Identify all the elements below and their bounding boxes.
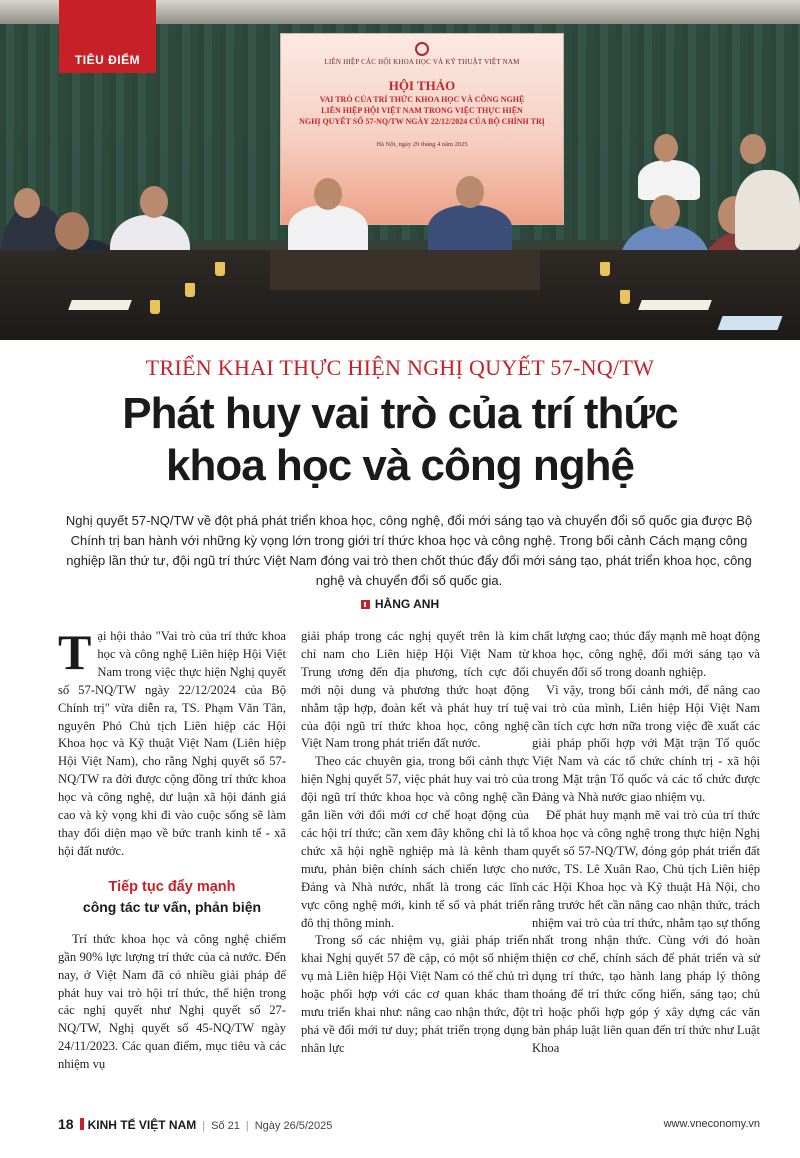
byline (0, 597, 800, 611)
column-3 (532, 628, 760, 1058)
photo-table (0, 250, 800, 340)
photo-head (650, 195, 680, 229)
column-1 (58, 624, 286, 1074)
paragraph: Theo các chuyên gia, trong bối cảnh thực hiện Nghị quyết 57, việc phát huy vai trò của đội ngũ trí thức khoa học và công nghệ cần gắn liền với đổi mới cơ chế hoạt động của các hội trí thức; cần xem đây không chỉ là tổ chức xã hội nghề nghiệp mà là kênh tham mưu, phản biện chính sách chiến lược cho Đảng và Nhà nước, nhất là trong các lĩnh vực công nghệ mới, kinh tế số và phát triển đô thị thông minh. (301, 754, 529, 930)
photo-paper (638, 300, 712, 310)
photo-head (55, 212, 89, 250)
paragraph: Vì vậy, trong bối cảnh mới, để nâng cao vai trò của mình, Liên hiệp Hội Việt Nam cần tích cực hơn nữa trong việc đề xuất các giải pháp phối hợp với Mặt trận Tổ quốc Việt Nam và các tổ chức chính trị - xã hội trong Mặt trận Tổ quốc và các tổ chức được Đảng và Nhà nước giao nhiệm vụ. (532, 682, 760, 805)
banner-org: LIÊN HIỆP CÁC HỘI KHOA HỌC VÀ KỸ THUẬT VIỆT NAM (324, 58, 520, 66)
photo-head (456, 176, 484, 208)
author: HẰNG ANH (374, 597, 440, 611)
photo-head (14, 188, 40, 218)
page-number: 18 (58, 1116, 74, 1132)
banner-line-2: LIÊN HIỆP HỘI VIỆT NAM TRONG VIỆC THỰC HIỆN (321, 106, 523, 115)
photo-paper (68, 300, 132, 310)
headline-line-1: Phát huy vai trò của trí thức (122, 389, 678, 438)
paragraph: Trong số các nhiệm vụ, giải pháp triển khai Nghị quyết 57 đề cập, có một số nhiệm vụ mà Liên hiệp Hội Việt Nam có thể chủ trì hoặc phối hợp với các cơ quan khác tham mưu triển khai như: nâng cao nhận thức, đột phá về đổi mới tư duy; phát triển trọng dụng nhân lực (301, 933, 529, 1055)
paragraph: chất lượng cao; thúc đẩy mạnh mẽ hoạt động khoa học, công nghệ, đổi mới sáng tạo và chuyển đổi số trong doanh nghiệp. (532, 629, 760, 679)
headline (0, 388, 800, 492)
footer-left (58, 1116, 332, 1132)
photo-cup (215, 262, 225, 276)
banner-line-1: VAI TRÒ CỦA TRÍ THỨC KHOA HỌC VÀ CÔNG NGHỆ (319, 95, 525, 104)
website[interactable]: www.vneconomy.vn (663, 1118, 760, 1130)
banner-date: Hà Nội, ngày 29 tháng 4 năm 2025 (376, 141, 468, 148)
photo-head (740, 134, 766, 164)
photo-cup (150, 300, 160, 314)
paragraph: Để phát huy mạnh mẽ vai trò của trí thức khoa học và công nghệ trong thực hiện Nghị quyết số 57-NQ/TW, đóng góp phát triển đất nước, TS. Lê Xuân Rao, Chủ tịch Liên hiệp các Hội Khoa học và Kỹ thuật Hà Nội, cho rằng trước hết cần nâng cao nhận thức, trách nhiệm vai trò của trí thức, nhằm tạo sự thống nhất trong nhận thức. Cùng với đó hoàn thiện cơ chế, chính sách để phát triển và sử dụng trí thức, tạo hành lang pháp lý thông thoáng để trí thức cống hiến, sáng tạo; chủ trì hoặc phối hợp góp ý xây dựng các văn bản pháp luật liên quan đến trí thức như Luật Khoa (532, 808, 760, 1055)
drop-cap: T (58, 624, 92, 680)
footer-separator: | (245, 1120, 249, 1132)
issue-number: Số 21 (211, 1120, 240, 1132)
issue-date: Ngày 26/5/2025 (254, 1120, 333, 1132)
banner-title: HỘI THẢO (388, 78, 456, 93)
section-tag (59, 0, 156, 73)
publication-name: KINH TẾ VIỆT NAM (87, 1118, 197, 1132)
headline-line-2: khoa học và công nghệ (166, 441, 634, 490)
photo-cup (620, 290, 630, 304)
subheading-red: Tiếp tục đẩy mạnh (108, 878, 236, 895)
paragraph-text: ại hội thảo "Vai trò của trí thức khoa học và công nghệ Liên hiệp Hội Việt Nam trong việc thực hiện Nghị quyết số 57-NQ/TW ngày 22/12/2024 của Bộ Chính trị" vừa diễn ra, TS. Phạm Văn Tân, nguyên Phó Chủ tịch Liên hiệp các Hội Khoa học và Kỹ thuật Việt Nam (Liên hiệp Hội Việt Nam), cho rằng Nghị quyết số 57-NQ/TW ra đời được cộng đồng trí thức khoa học và công nghệ, dư luận xã hội đánh giá cao và kỳ vọng khi đi vào cuộc sống sẽ làm thay đổi diện mạo về bức tranh kinh tế - xã hội đất nước. (58, 629, 286, 858)
photo-paper (717, 316, 782, 330)
photo-head (314, 178, 342, 210)
section-tag-label: TIÊU ĐIỂM (74, 53, 141, 67)
footer-separator: | (202, 1120, 206, 1132)
banner-line-3: NGHỊ QUYẾT SỐ 57-NQ/TW NGÀY 22/12/2024 CỦA BỘ CHÍNH TRỊ (299, 117, 545, 126)
photo-person (288, 205, 368, 255)
photo-cup (600, 262, 610, 276)
subheading (58, 877, 286, 917)
photo-person (428, 205, 512, 255)
photo-person (638, 160, 700, 200)
paragraph: Trí thức khoa học và công nghệ chiếm gần 90% lực lượng trí thức của cả nước. Đến nay, ở Việt Nam đã có nhiều giải pháp để phát huy vai trò hội trí thức, thể hiện trong các nghị quyết như Nghị quyết số 27-NQ/TW, Nghị quyết số 45-NQ/TW ngày 24/11/2023. Các quan điểm, mục tiêu và các nhiệm vụ (58, 931, 286, 1072)
photo-person (735, 170, 800, 250)
page-footer (58, 1116, 760, 1134)
conference-photo (0, 0, 800, 340)
photo-cup (185, 283, 195, 297)
column-2 (301, 628, 529, 1058)
footer-bar-icon (80, 1118, 84, 1130)
subheading-black: công tác tư vấn, phản biện (82, 898, 262, 915)
photo-table-cloth (270, 250, 540, 290)
photo-head (140, 186, 168, 218)
sapo: Nghị quyết 57-NQ/TW về đột phá phát triển khoa học, công nghệ, đổi mới sáng tạo và chuyển đổi số quốc gia được Bộ Chính trị ban hành với những kỳ vọng lớn trong giới trí thức khoa học và công nghệ. Trong bối cảnh Cách mạng công nghiệp lần thứ tư, đội ngũ trí thức Việt Nam đóng vai trò then chốt thúc đẩy đổi mới sáng tạo, phát triển khoa học, công nghệ và chuyển đổi số quốc gia. (65, 513, 753, 588)
vusta-logo-icon (415, 42, 429, 56)
paragraph (58, 624, 286, 861)
photo-head (654, 134, 678, 162)
kicker: TRIỂN KHAI THỰC HIỆN NGHỊ QUYẾT 57-NQ/TW (145, 355, 655, 380)
byline-marker-icon (361, 600, 370, 609)
paragraph: giải pháp trong các nghị quyết trên là kim chỉ nam cho Liên hiệp Hội Việt Nam từ Trung ương đến địa phương, tích cực đổi mới nội dung và phương thức hoạt động nhằm tập hợp, đoàn kết và phát huy trí tuệ của đội ngũ trí thức khoa học, công nghệ Việt Nam trong phát triển đất nước. (301, 629, 529, 751)
